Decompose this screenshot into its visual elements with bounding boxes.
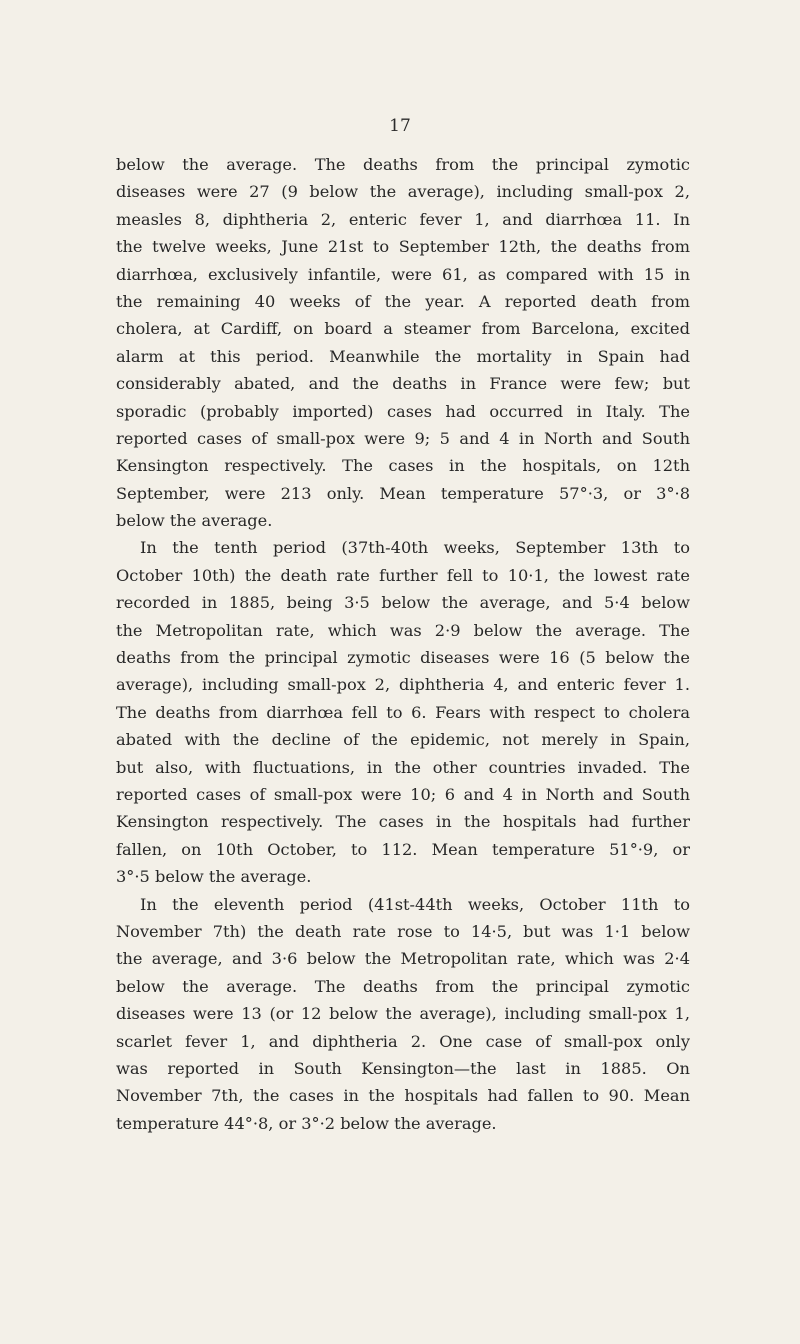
text-line: temperature 44°·8, or 3°·2 below the average. bbox=[116, 1113, 497, 1133]
text-line: 3°·5 below the average. bbox=[116, 867, 312, 887]
text-line: sporadic (probably imported) cases had occurred in Italy. The bbox=[116, 401, 690, 421]
text-line: November 7th, the cases in the hospitals had fallen to 90. Mean bbox=[116, 1086, 690, 1106]
text-line: diseases were 13 (or 12 below the average), including small-pox 1, bbox=[116, 1004, 690, 1024]
text-line: the twelve weeks, June 21st to September 12th, the deaths from bbox=[116, 237, 690, 257]
text-line: recorded in 1885, being 3·5 below the average, and 5·4 below bbox=[116, 593, 690, 613]
text-line: was reported in South Kensington—the last in 1885. On bbox=[116, 1058, 690, 1078]
text-line: reported cases of small-pox were 9; 5 and 4 in North and South bbox=[116, 428, 690, 448]
text-line: In the tenth period (37th-40th weeks, September 13th to bbox=[140, 538, 690, 558]
text-line: November 7th) the death rate rose to 14·5, but was 1·1 below bbox=[116, 921, 690, 941]
text-line: diseases were 27 (9 below the average), including small-pox 2, bbox=[116, 182, 690, 202]
text-line: Kensington respectively. The cases in the hospitals had further bbox=[116, 812, 690, 832]
text-line: considerably abated, and the deaths in France were few; but bbox=[116, 374, 690, 394]
text-line: October 10th) the death rate further fell to 10·1, the lowest rate bbox=[116, 565, 690, 585]
text-line: the remaining 40 weeks of the year. A reported death from bbox=[116, 291, 690, 311]
text-line: measles 8, diphtheria 2, enteric fever 1, and diarrhœa 11. In bbox=[116, 209, 690, 229]
text-line: below the average. bbox=[116, 511, 273, 531]
text-line: deaths from the principal zymotic diseases were 16 (5 below the bbox=[116, 648, 690, 668]
body-text bbox=[116, 151, 690, 1137]
text-line: scarlet fever 1, and diphtheria 2. One case of small-pox only bbox=[116, 1031, 690, 1051]
page-number: 17 bbox=[389, 116, 411, 136]
text-line: The deaths from diarrhœa fell to 6. Fears with respect to cholera bbox=[116, 702, 690, 722]
text-line: fallen, on 10th October, to 112. Mean temperature 51°·9, or bbox=[116, 839, 690, 859]
text-line: average), including small-pox 2, diphtheria 4, and enteric fever 1. bbox=[116, 675, 690, 695]
text-line: the Metropolitan rate, which was 2·9 below the average. The bbox=[116, 620, 690, 640]
text-line: September, were 213 only. Mean temperature 57°·3, or 3°·8 bbox=[116, 483, 690, 503]
text-line: abated with the decline of the epidemic, not merely in Spain, bbox=[116, 730, 690, 750]
text-line: below the average. The deaths from the principal zymotic bbox=[116, 976, 690, 996]
text-line: diarrhœa, exclusively infantile, were 61, as compared with 15 in bbox=[116, 264, 690, 284]
text-line: alarm at this period. Meanwhile the mortality in Spain had bbox=[116, 346, 690, 366]
text-line: reported cases of small-pox were 10; 6 and 4 in North and South bbox=[116, 784, 690, 804]
text-line: cholera, at Cardiff, on board a steamer from Barcelona, excited bbox=[116, 319, 690, 339]
text-line: but also, with fluctuations, in the other countries invaded. The bbox=[116, 757, 690, 777]
text-line: the average, and 3·6 below the Metropolitan rate, which was 2·4 bbox=[116, 949, 690, 969]
text-line: In the eleventh period (41st-44th weeks, October 11th to bbox=[140, 894, 690, 914]
text-line: below the average. The deaths from the principal zymotic bbox=[116, 155, 690, 174]
text-line: Kensington respectively. The cases in the hospitals, on 12th bbox=[116, 456, 690, 476]
